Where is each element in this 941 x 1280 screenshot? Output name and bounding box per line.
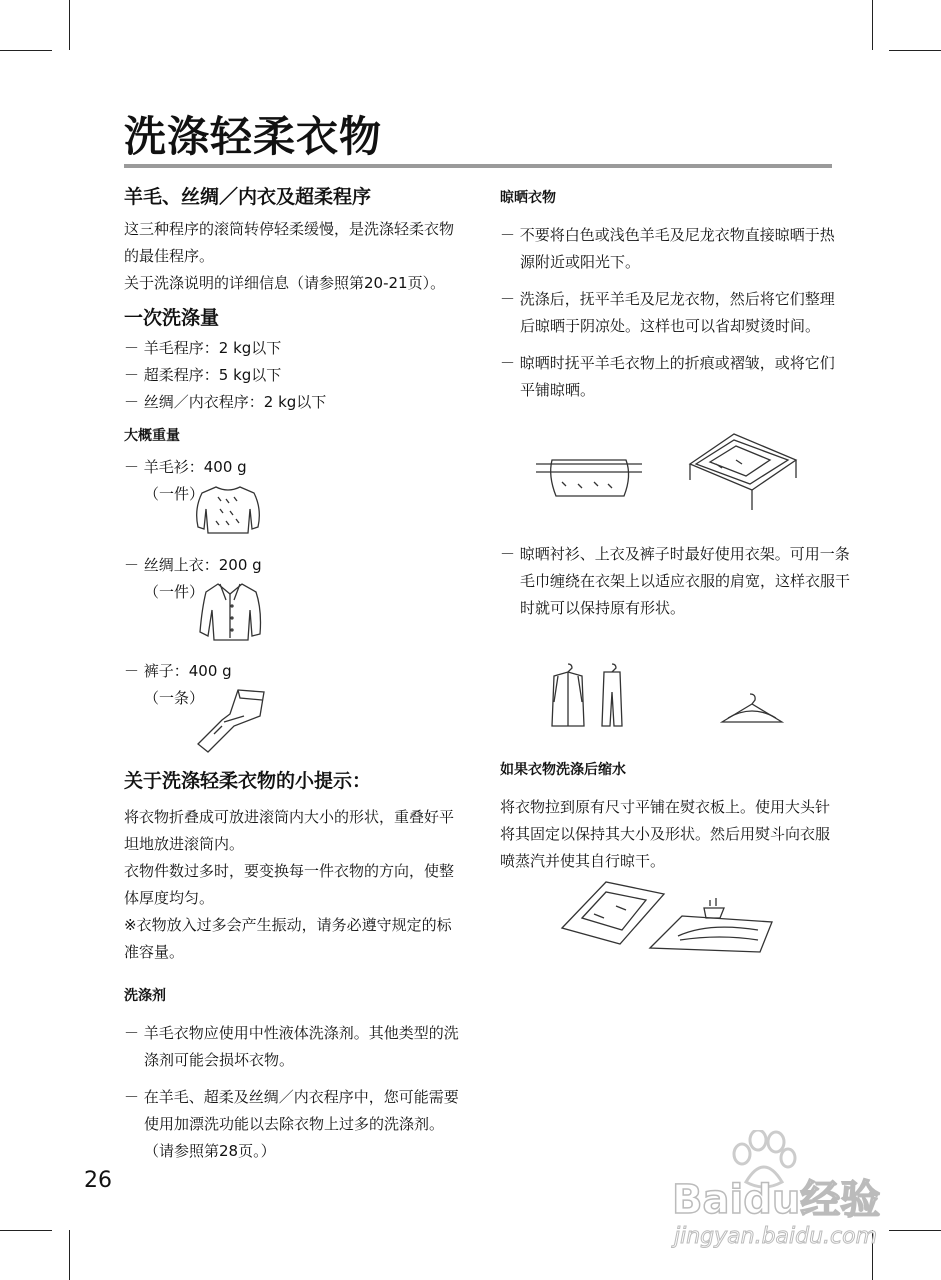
watermark — [668, 1130, 898, 1270]
blouse-icon — [196, 580, 266, 644]
weight-item-label: － 羊毛衫：400 g — [124, 458, 247, 476]
detergent-item: － 在羊毛、超柔及丝绸／内衣程序中，您可能需要使用加漂洗功能以去除衣物上过多的洗涤剂。（请参照第28页。） — [124, 1088, 459, 1160]
watermark-url: jingyan.baidu.com — [674, 1224, 878, 1249]
crop-mark — [889, 50, 941, 51]
watermark-brand: Baidu经验 — [672, 1177, 881, 1223]
tip-item: 衣物件数过多时，要变换每一件衣物的方向，使整体厚度均匀。 — [124, 862, 455, 907]
tip-item: 将衣物折叠成可放进滚筒内大小的形状，重叠好平坦地放进滚筒内。 — [124, 808, 455, 853]
detergent-item: － 羊毛衣物应使用中性液体洗涤剂。其他类型的洗涤剂可能会损坏衣物。 — [124, 1024, 459, 1069]
weight-item-label: － 裤子：400 g — [124, 662, 232, 680]
page-title: 洗涤轻柔衣物 — [124, 112, 383, 161]
intro-text: 这三种程序的滚筒转停轻柔缓慢，是洗涤轻柔衣物的最佳程序。 — [124, 220, 455, 265]
tips-heading: 关于洗涤轻柔衣物的小提示： — [124, 770, 372, 792]
page-number: 26 — [84, 1168, 112, 1193]
sweater-icon — [192, 483, 264, 537]
crop-mark — [69, 1230, 70, 1280]
trousers-icon — [194, 686, 270, 756]
dry-heading: 晾晒衣物 — [500, 190, 556, 206]
right-column — [500, 188, 835, 404]
dry-item: － 洗涤后，抚平羊毛及尼龙衣物，然后将它们整理后晾晒于阴凉处。这样也可以省却熨烫时间。 — [500, 290, 835, 335]
load-heading: 一次洗涤量 — [124, 307, 220, 329]
hanging-clothes-icon — [544, 662, 628, 730]
shrink-section — [500, 760, 835, 875]
flat-rack-drying-icon — [680, 430, 800, 514]
shrink-heading: 如果衣物洗涤后缩水 — [500, 762, 626, 778]
crop-mark — [0, 1230, 52, 1231]
weight-item-unit: （一件） — [144, 583, 205, 601]
crop-mark — [69, 0, 70, 50]
detergent-heading: 洗涤剂 — [124, 988, 166, 1004]
load-item: － 丝绸／内衣程序：2 kg以下 — [124, 393, 327, 411]
hanger-tip: － 晾晒衬衫、上衣及裤子时最好使用衣架。可用一条毛巾缠绕在衣架上以适应衣服的肩宽，这样衣服干时就可以保持原有形状。 — [500, 545, 851, 617]
left-column — [124, 184, 464, 446]
dry-item: － 晾晒时抚平羊毛衣物上的折痕或褶皱，或将它们平铺晾晒。 — [500, 354, 835, 399]
load-item: － 羊毛程序：2 kg以下 — [124, 339, 282, 357]
ironing-board-icon — [560, 878, 780, 954]
weight-item-label: － 丝绸上衣：200 g — [124, 556, 262, 574]
towel-hanger-icon — [720, 692, 784, 728]
shrink-text: 将衣物拉到原有尺寸平铺在熨衣板上。使用大头针将其固定以保持其大小及形状。然后用熨斗向衣服喷蒸汽并使其自行晾干。 — [500, 798, 831, 870]
weight-item-unit: （一件） — [144, 485, 205, 503]
intro-reference: 关于洗涤说明的详细信息（请参照第20-21页）。 — [124, 274, 446, 292]
weight-heading: 大概重量 — [124, 428, 180, 444]
crop-mark — [0, 50, 52, 51]
tip-item: ※衣物放入过多会产生振动，请务必遵守规定的标准容量。 — [124, 916, 452, 961]
program-heading: 羊毛、丝绸／内衣及超柔程序 — [124, 186, 372, 208]
title-rule — [124, 164, 832, 168]
weight-item-unit: （一条） — [144, 689, 205, 707]
load-item: － 超柔程序：5 kg以下 — [124, 366, 282, 384]
tips-section — [124, 768, 464, 1165]
rail-drying-icon — [534, 452, 644, 508]
dry-item: － 不要将白色或浅色羊毛及尼龙衣物直接晾晒于热源附近或阳光下。 — [500, 226, 835, 271]
crop-mark — [872, 0, 873, 50]
